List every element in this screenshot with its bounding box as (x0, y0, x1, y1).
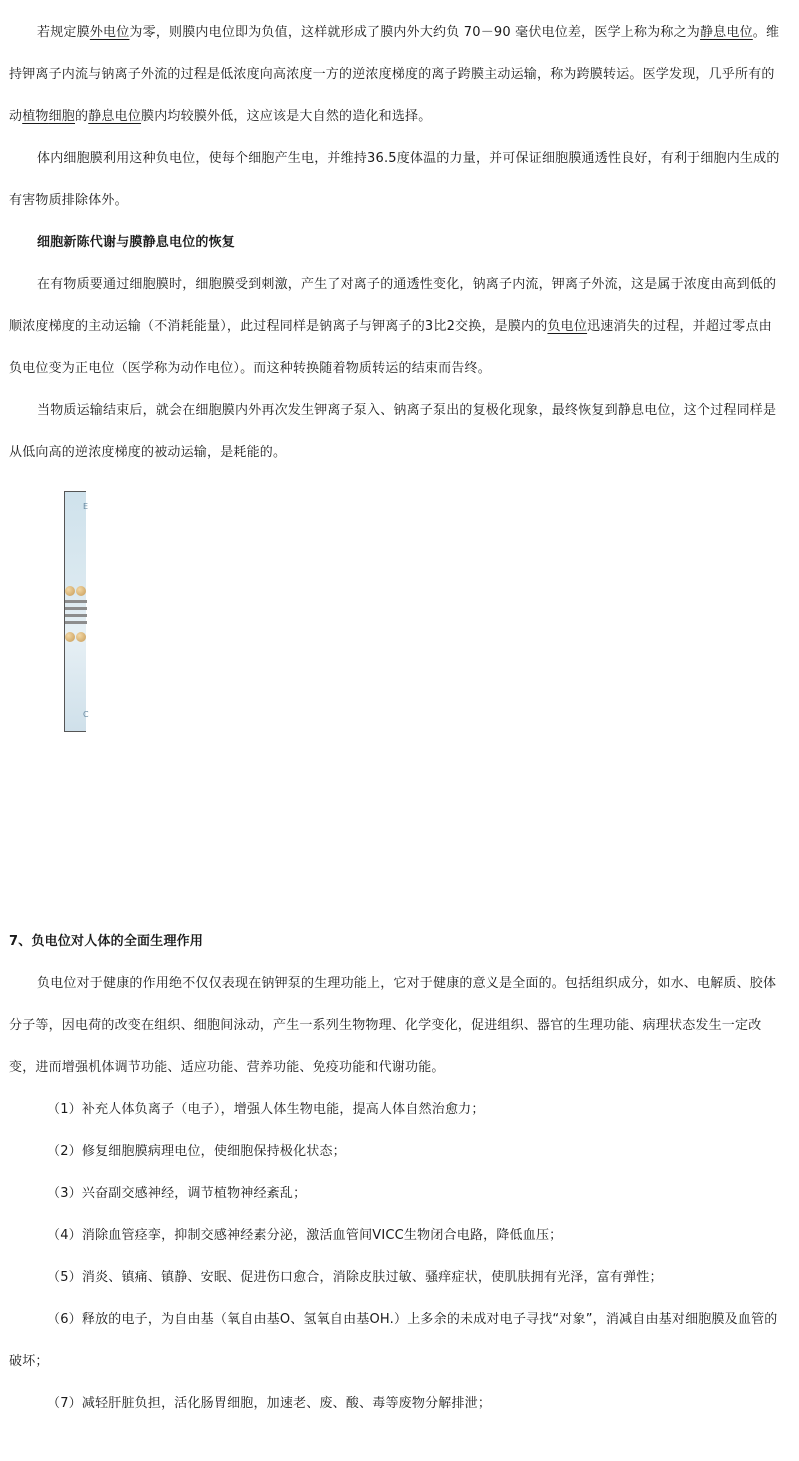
lipid-tail (65, 607, 87, 610)
link-cell[interactable]: 细胞 (48, 109, 76, 124)
link-resting-potential-2[interactable]: 静息电位 (88, 109, 142, 124)
list-item: （6）释放的电子，为自由基（氧自由基O、氢氧自由基OH.）上多余的未成对电子寻找“对象”，消减自由基对细胞膜及血管的破坏； (9, 1312, 778, 1369)
text: 在有物质要通过细胞膜时，细胞膜受到刺激，产生了对离子的通透性变化，钠离子内流，钾离子外流，这是属于浓度由高到低的顺浓度梯度的主动运输（不消耗能量），此过程同样是钠离子与钾离子的3比2交换，是膜内的 (9, 277, 777, 334)
list-item: （3）兴奋副交感神经，调节植物神经紊乱； (47, 1186, 307, 1201)
lipid-tail (65, 614, 87, 617)
lipid-head (76, 632, 86, 642)
lipid-tail (65, 600, 87, 603)
link-resting-potential[interactable]: 静息电位 (699, 25, 753, 40)
lipid-tail (65, 621, 87, 624)
image-label-fragment: E (83, 502, 89, 511)
text: 为零，则膜内电位即为负值，这样就形成了膜内外大约负 70－90 毫伏电位差，医学上称为称之为 (129, 25, 700, 40)
list-item: （7）减轻肝脏负担，活化肠胃细胞，加速老、废、酸、毒等废物分解排泄； (47, 1396, 492, 1411)
lipid-head (76, 586, 86, 596)
lipid-head (65, 586, 75, 596)
lipid-head (65, 632, 75, 642)
image-label-fragment: C (83, 710, 89, 719)
list-item: （5）消炎、镇痛、镇静、安眠、促进伤口愈合，消除皮肤过敏、骚痒症状，使肌肤拥有光泽，富有弹性； (47, 1270, 663, 1285)
list-item: （2）修复细胞膜病理电位，使细胞保持极化状态； (47, 1144, 346, 1159)
link-outer-potential[interactable]: 外电位 (89, 25, 130, 40)
text: 。维持钾离子内流与钠离子外流的过程是低浓度向高浓度一方的逆浓度梯度的离子跨膜主动运输，称为跨膜转运。医学发现，几乎所有的动 (9, 25, 780, 124)
list-item: （4）消除血管痉挛，抑制交感神经素分泌，激活血管间VICC生物闭合电路，降低血压； (47, 1228, 563, 1243)
paragraph-ion-exchange (9, 264, 785, 390)
section-physiological-effects (9, 921, 785, 1425)
link-plant[interactable]: 植物 (22, 109, 49, 124)
text: 若规定膜 (37, 25, 90, 40)
section-membrane-potential (9, 12, 785, 474)
paragraph-resting-potential (9, 12, 785, 138)
text: 膜内均较膜外低，这应该是大自然的造化和选择。 (141, 109, 432, 124)
paragraph-repolarization: 当物质运输结束后，就会在细胞膜内外再次发生钾离子泵入、钠离子泵出的复极化现象，最终恢复到静息电位，这个过程同样是从低向高的逆浓度梯度的被动运输，是耗能的。 (9, 403, 777, 460)
cell-membrane-image (64, 491, 89, 732)
paragraph-negative-potential-use: 体内细胞膜利用这种负电位，使每个细胞产生电，并维持36.5度体温的力量，并可保证细胞膜通透性良好，有利于细胞内生成的有害物质排除体外。 (9, 151, 780, 208)
section-heading-metabolism: 细胞新陈代谢与膜静息电位的恢复 (37, 235, 236, 250)
text: 迅速消失的过程，并超过零点由负电位变为正电位（医学称为动作电位）。而这种转换随着物质转运的结束而告终。 (9, 319, 772, 376)
paragraph-effects-intro: 负电位对于健康的作用绝不仅仅表现在钠钾泵的生理功能上，它对于健康的意义是全面的。包括组织成分，如水、电解质、胶体分子等，因电荷的改变在组织、细胞间泳动，产生一系列生物物理、化学变化，促进组织、器官的生理功能、病理状态发生一定改变，进而增强机体调节功能、适应功能、营养功能、免疫功能和代谢功能。 (9, 976, 777, 1075)
section-heading-effects: 7、负电位对人体的全面生理作用 (9, 934, 204, 949)
list-item: （1）补充人体负离子（电子），增强人体生物电能，提高人体自然治愈力； (47, 1102, 485, 1117)
link-negative-potential[interactable]: 负电位 (547, 319, 588, 334)
text: 的 (75, 109, 89, 124)
